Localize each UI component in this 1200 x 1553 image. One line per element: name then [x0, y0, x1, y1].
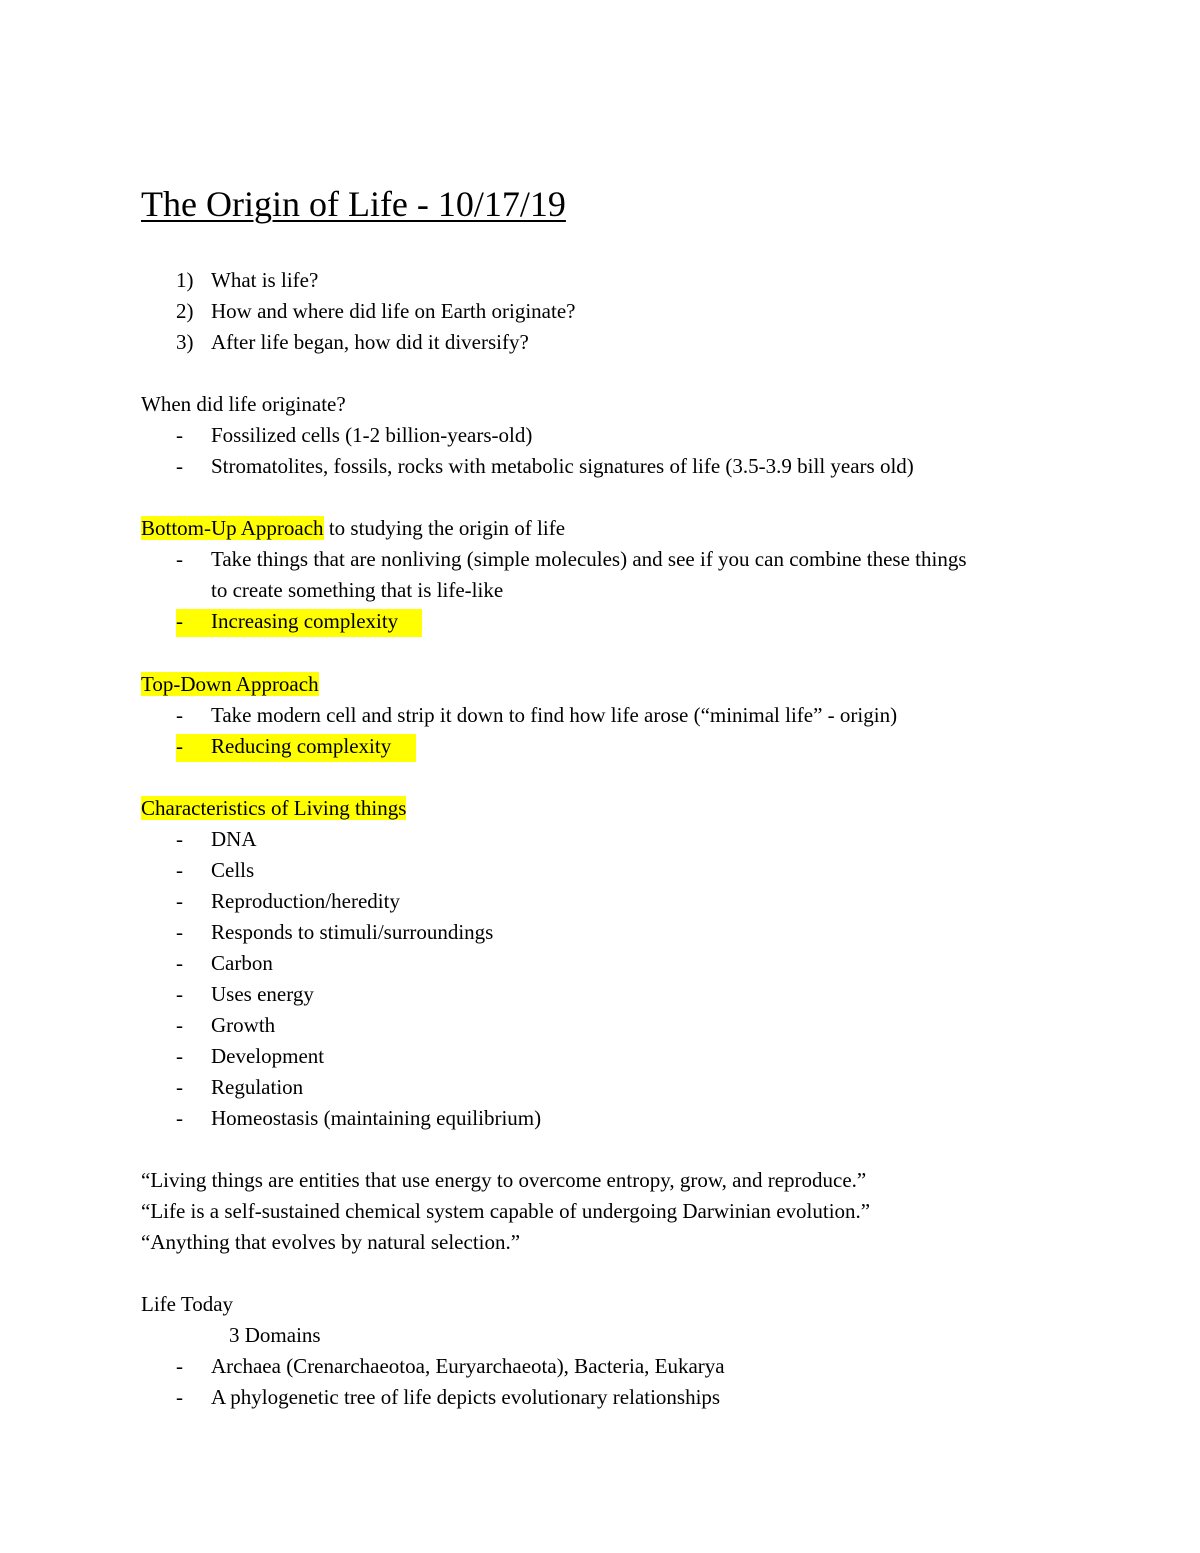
- list-text: DNA: [211, 827, 257, 851]
- page-title: The Origin of Life - 10/17/19: [141, 184, 566, 224]
- list-text: Increasing complexity: [211, 609, 399, 633]
- dash-bullet: -: [176, 1013, 183, 1037]
- list-text: Take things that are nonliving (simple molecules) and see if you can combine these things: [211, 547, 967, 571]
- list-number: 3): [176, 330, 194, 354]
- dash-bullet: -: [176, 734, 183, 758]
- dash-bullet: -: [176, 703, 183, 727]
- list-text: Reducing complexity: [211, 734, 392, 758]
- dash-bullet: -: [176, 827, 183, 851]
- dash-bullet: -: [176, 982, 183, 1006]
- dash-bullet: -: [176, 951, 183, 975]
- list-number: 1): [176, 268, 194, 292]
- dash-bullet: -: [176, 609, 183, 633]
- dash-bullet: -: [176, 889, 183, 913]
- heading-rest: to studying the origin of life: [323, 516, 566, 540]
- list-text: Carbon: [211, 951, 273, 975]
- list-text: A phylogenetic tree of life depicts evolutionary relationships: [211, 1385, 721, 1409]
- section-heading: Life Today: [141, 1292, 234, 1316]
- subheading: 3 Domains: [229, 1323, 321, 1347]
- list-text: Homeostasis (maintaining equilibrium): [211, 1106, 542, 1130]
- quote: “Anything that evolves by natural selection.”: [141, 1230, 521, 1254]
- quote: “Living things are entities that use energy to overcome entropy, grow, and reproduce.”: [141, 1168, 867, 1192]
- highlighted-heading: Bottom-Up Approach: [141, 516, 324, 540]
- dash-bullet: -: [176, 1044, 183, 1068]
- list-text: Take modern cell and strip it down to find how life arose (“minimal life” - origin): [211, 703, 898, 727]
- section-heading: [141, 513, 565, 544]
- list-text: Archaea (Crenarchaeotoa, Euryarchaeota), Bacteria, Eukarya: [211, 1354, 725, 1378]
- dash-bullet: -: [176, 1075, 183, 1099]
- list-text: What is life?: [211, 268, 319, 292]
- list-text: Growth: [211, 1013, 276, 1037]
- dash-bullet: -: [176, 1106, 183, 1130]
- dash-bullet: -: [176, 920, 183, 944]
- dash-bullet: -: [176, 454, 183, 478]
- section-heading: When did life originate?: [141, 392, 346, 416]
- list-text: Development: [211, 1044, 325, 1068]
- list-text: Cells: [211, 858, 255, 882]
- list-text: After life began, how did it diversify?: [211, 330, 529, 354]
- quote: “Life is a self-sustained chemical system capable of undergoing Darwinian evolution.”: [141, 1199, 871, 1223]
- list-text: Regulation: [211, 1075, 304, 1099]
- list-text: Fossilized cells (1-2 billion-years-old): [211, 423, 533, 447]
- list-text: Responds to stimuli/surroundings: [211, 920, 494, 944]
- dash-bullet: -: [176, 1385, 183, 1409]
- list-text: Reproduction/heredity: [211, 889, 400, 913]
- dash-bullet: -: [176, 858, 183, 882]
- section-heading: [141, 669, 319, 700]
- dash-bullet: -: [176, 547, 183, 571]
- list-text: Uses energy: [211, 982, 314, 1006]
- list-text: Stromatolites, fossils, rocks with metabolic signatures of life (3.5-3.9 bill years old): [211, 454, 914, 478]
- highlighted-heading: Characteristics of Living things: [141, 796, 407, 820]
- dash-bullet: -: [176, 1354, 183, 1378]
- list-text: How and where did life on Earth originate?: [211, 299, 576, 323]
- list-number: 2): [176, 299, 194, 323]
- highlighted-heading: Top-Down Approach: [141, 672, 319, 696]
- section-heading: [141, 793, 406, 824]
- list-text-continuation: to create something that is life-like: [211, 578, 504, 602]
- dash-bullet: -: [176, 423, 183, 447]
